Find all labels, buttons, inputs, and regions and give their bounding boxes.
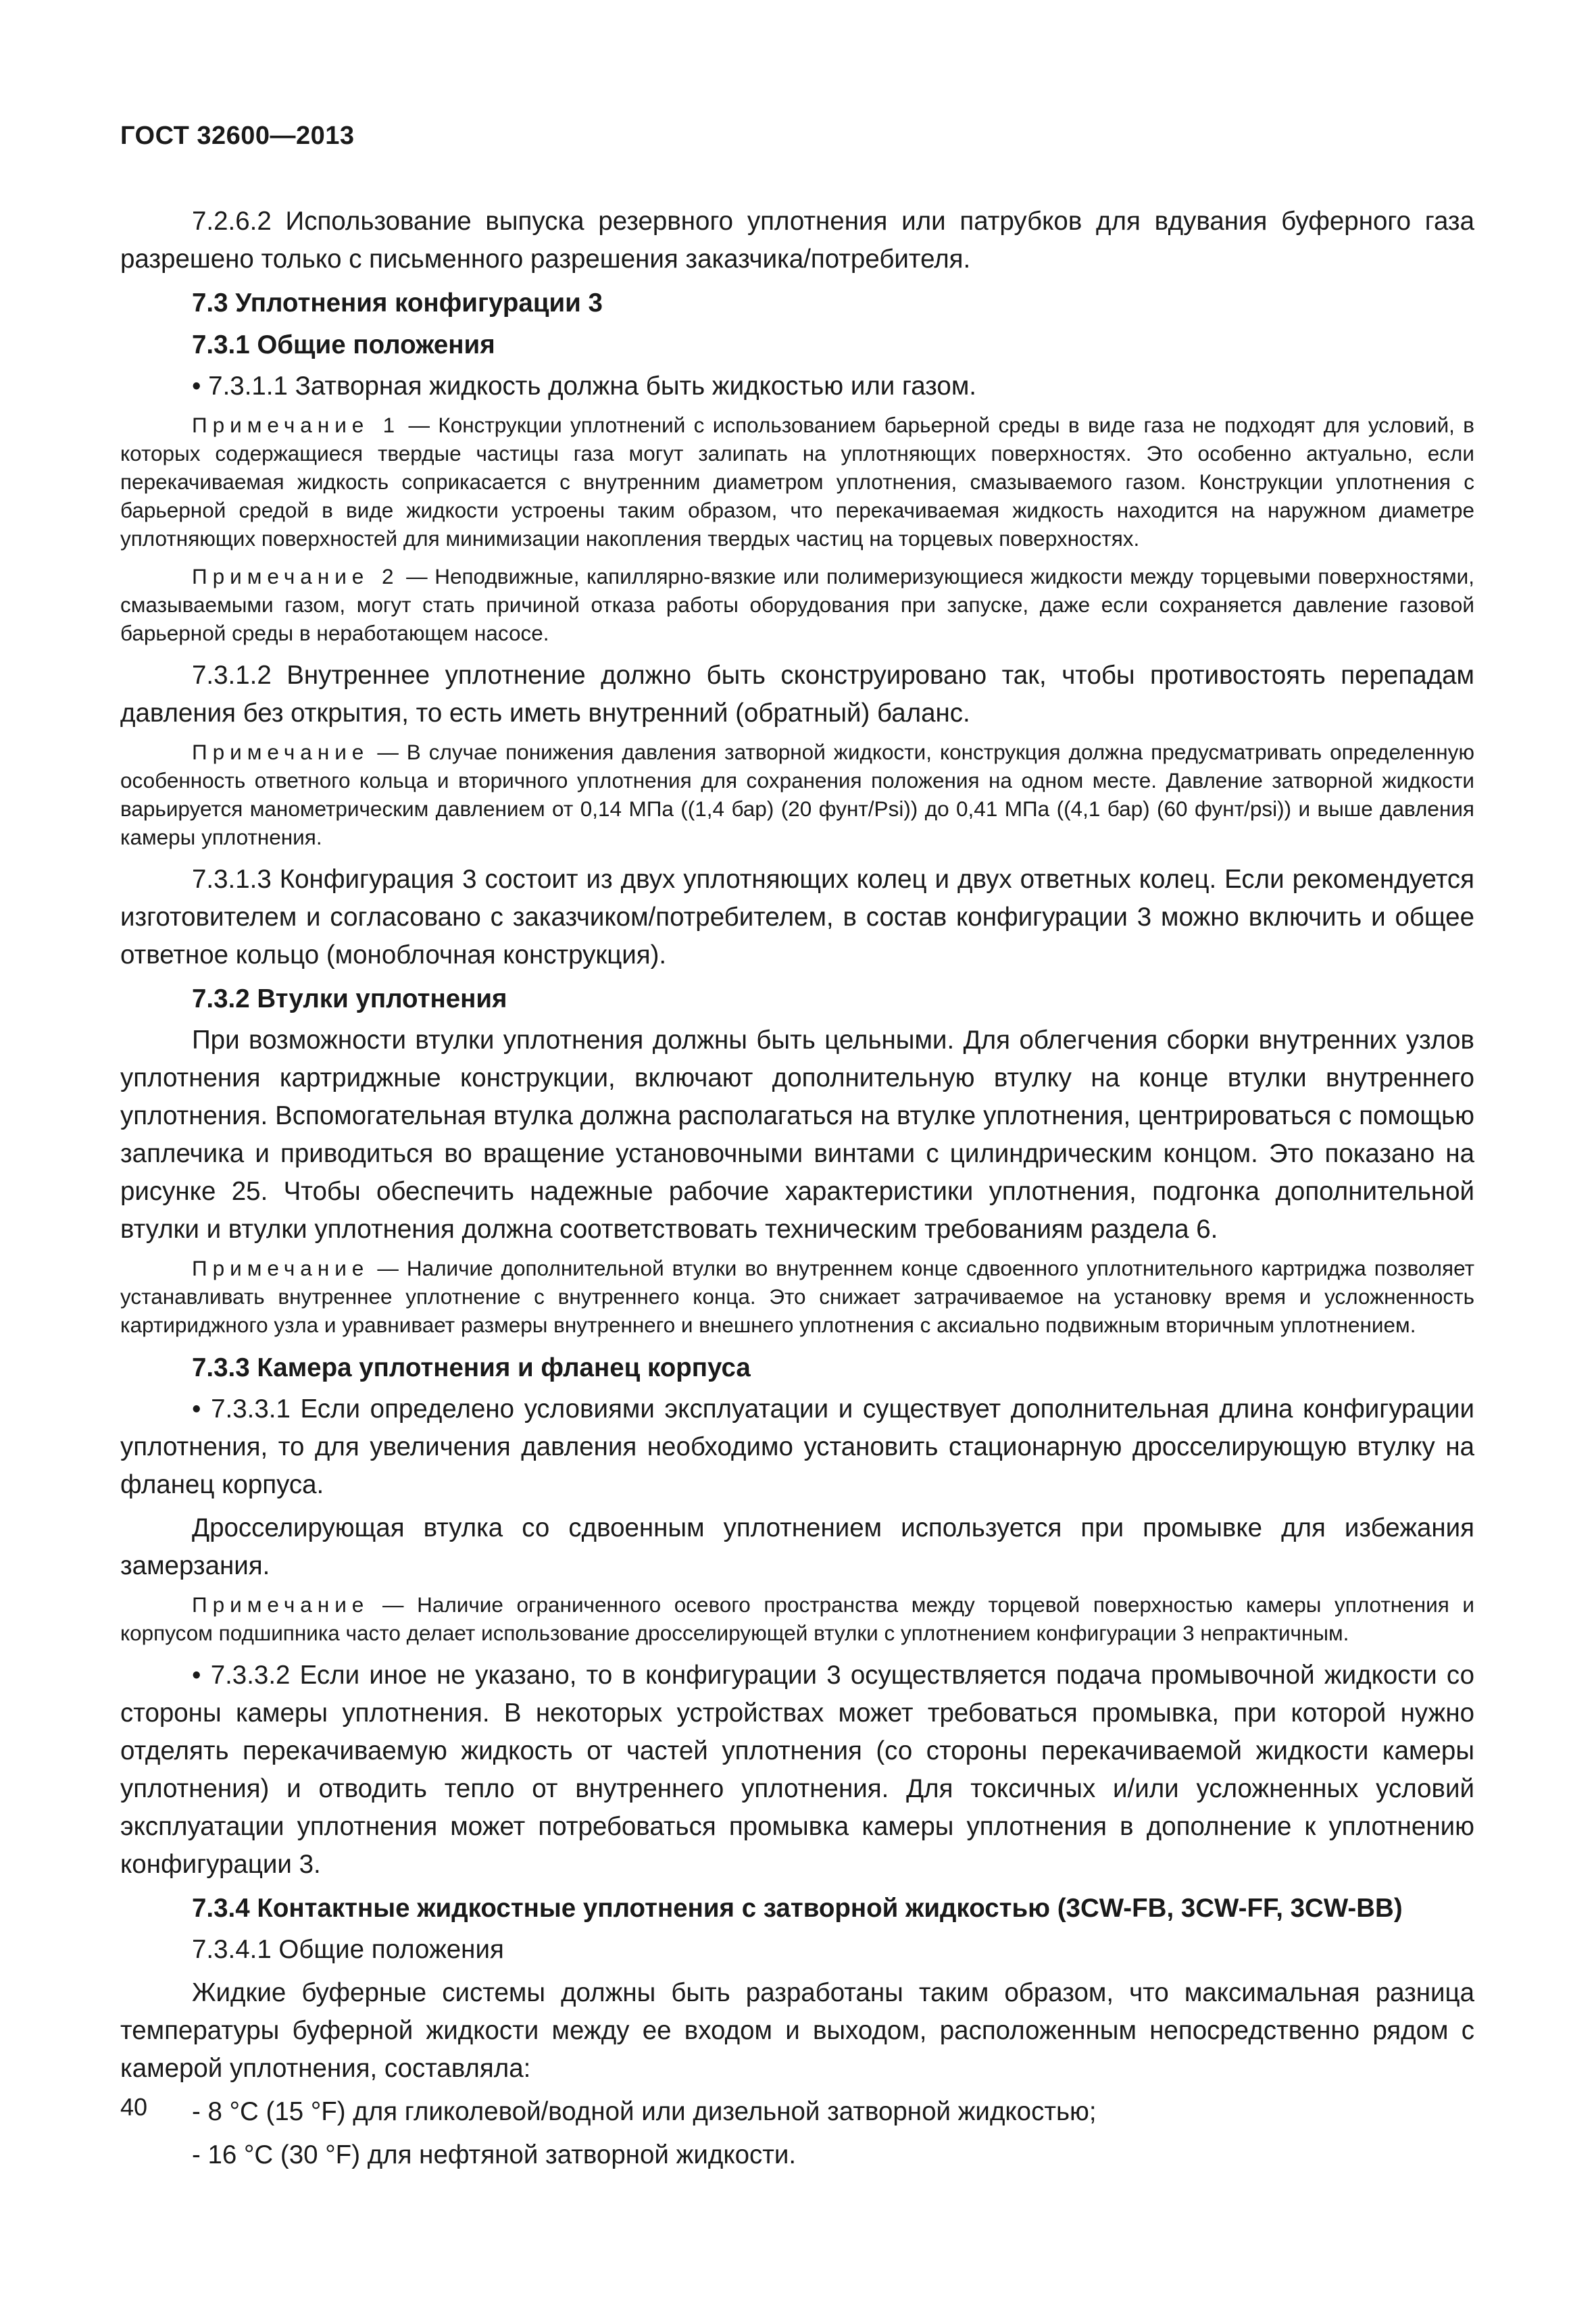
heading-7-3-4: 7.3.4 Контактные жидкостные уплотнения с затворной жидкостью (3CW-FB, 3CW-FF, 3CW-BB) xyxy=(192,1894,1403,1923)
note-2 xyxy=(120,562,1474,647)
note-label: Примечание xyxy=(192,1592,370,1617)
note-label: Примечание xyxy=(192,1256,370,1280)
paragraph-7-3-3-1: • 7.3.3.1 Если определено условиями эксплуатации и существует дополнительная длина конфигурации уплотнения, то для увеличения давления необходимо установить стационарную дросселирующую втулку на фланец корпуса. xyxy=(120,1394,1474,1499)
document-content xyxy=(120,203,1474,2180)
paragraph-7-3-1-2: 7.3.1.2 Внутреннее уплотнение должно быть сконструировано так, чтобы противостоять перепадам давления без открытия, то есть иметь внутренний (обратный) баланс. xyxy=(120,661,1474,728)
heading-7-3-2: 7.3.2 Втулки уплотнения xyxy=(192,984,507,1013)
paragraph-sleeves: При возможности втулки уплотнения должны быть цельными. Для облегчения сборки внутренних узлов уплотнения картриджные конструкции, включают дополнительную втулку на конце втулки внутреннего уплотнения. Вспомогательная втулка должна располагаться на втулке уплотнения, центрироваться с помощью заплечика и приводиться во вращение установочными винтами с цилиндрическим концом. Это показано на рисунке 25. Чтобы обеспечить надежные рабочие характеристики уплотнения, подгонка дополнительной втулки и втулки уплотнения должна соответствовать техническим требованиям раздела 6. xyxy=(120,1026,1474,1244)
list-item-oil: - 16 °С (30 °F) для нефтяной затворной жидкости. xyxy=(192,2140,797,2169)
paragraph-7-3-1-3: 7.3.1.3 Конфигурация 3 состоит из двух уплотняющих колец и двух ответных колец. Если рекомендуется изготовителем и согласовано с заказчиком/потребителем, в состав конфигурации 3 можно включить и общее ответное кольцо (моноблочная конструкция). xyxy=(120,865,1474,970)
paragraph-7-2-6-2: 7.2.6.2 Использование выпуска резервного уплотнения или патрубков для вдувания буферного газа разрешено только с письменного разрешения заказчика/потребителя. xyxy=(120,207,1474,274)
paragraph-7-3-3-2: • 7.3.3.2 Если иное не указано, то в конфигурации 3 осуществляется подача промывочной жидкости со стороны камеры уплотнения. В некоторых устройствах может требоваться промывка, при которой нужно отделять перекачиваемую жидкость от частей уплотнения (со стороны перекачиваемой жидкости камеры уплотнения) и отводить тепло от внутреннего уплотнения. Для токсичных и/или усложненных условий эксплуатации уплотнения может потребоваться промывка камеры уплотнения в дополнение к уплотнению конфигурации 3. xyxy=(120,1661,1474,1879)
note-label: Примечание 1 xyxy=(192,413,401,437)
paragraph-7-3-1-1: • 7.3.1.1 Затворная жидкость должна быть жидкостью или газом. xyxy=(192,372,976,401)
heading-7-3: 7.3 Уплотнения конфигурации 3 xyxy=(192,288,603,318)
note-text: — Конструкции уплотнений с использованием барьерной среды в виде газа не подходят для условий, в которых содержащиеся твердые частицы газа могут залипать на уплотняющих поверхностях. Это особенно актуально, если перекачиваемая жидкость соприкасается с внутренним диаметром уплотнения, смазываемого газом. Конструкции уплотнения с барьерной средой в виде жидкости устроены таким образом, что перекачиваемая жидкость находится на наружном диаметре уплотняющих поверхностей для минимизации накопления твердых частиц на торцевых поверхностях. xyxy=(120,413,1474,551)
paragraph-buffer-systems: Жидкие буферные системы должны быть разработаны таким образом, что максимальная разница температуры буферной жидкости между ее входом и выходом, расположенным непосредственно рядом с камерой уплотнения, составляла: xyxy=(120,1978,1474,2083)
page-number: 40 xyxy=(120,2093,148,2121)
list-item-glycol: - 8 °С (15 °F) для гликолевой/водной или дизельной затворной жидкостью; xyxy=(192,2097,1097,2126)
note-5 xyxy=(120,1590,1474,1647)
note-label: Примечание xyxy=(192,740,370,764)
note-text: — Наличие ограниченного осевого пространства между торцевой поверхностью камеры уплотнения и корпусом подшипника часто делает использование дросселирующей втулки с уплотнением конфигурации 3 непрактичным. xyxy=(120,1592,1474,1645)
paragraph-throttle-bushing: Дросселирующая втулка со сдвоенным уплотнением используется при промывке для избежания замерзания. xyxy=(120,1513,1474,1580)
note-text: — В случае понижения давления затворной жидкости, конструкция должна предусматривать определенную особенность ответного кольца и вторичного уплотнения для сохранения положения на одном месте. Давление затворной жидкости варьируется манометрическим давлением от 0,14 МПа ((1,4 бар) (20 фунт/Psi)) до 0,41 МПа ((4,1 бар) (60 фунт/psi)) и выше давления камеры уплотнения. xyxy=(120,740,1474,849)
note-text: — Неподвижные, капиллярно-вязкие или полимеризующиеся жидкости между торцевыми поверхностями, смазываемыми газом, могут стать причиной отказа работы оборудования при запуске, даже если сохраняется давление газовой барьерной среды в неработающем насосе. xyxy=(120,564,1474,645)
note-label: Примечание 2 xyxy=(192,564,399,588)
paragraph-7-3-4-1: 7.3.4.1 Общие положения xyxy=(192,1935,504,1964)
note-1 xyxy=(120,411,1474,553)
document-header: ГОСТ 32600—2013 xyxy=(120,122,355,150)
note-text: — Наличие дополнительной втулки во внутреннем конце сдвоенного уплотнительного картриджа позволяет устанавливать внутреннее уплотнение с внутреннего конца. Это снижает затрачиваемое на установку время и усложненность картириджного узла и уравнивает размеры внутреннего и внешнего уплотнения с аксиально подвижным вторичным уплотнением. xyxy=(120,1256,1474,1337)
heading-7-3-3: 7.3.3 Камера уплотнения и фланец корпуса xyxy=(192,1353,751,1382)
note-3 xyxy=(120,738,1474,851)
note-4 xyxy=(120,1254,1474,1339)
heading-7-3-1: 7.3.1 Общие положения xyxy=(192,330,495,359)
